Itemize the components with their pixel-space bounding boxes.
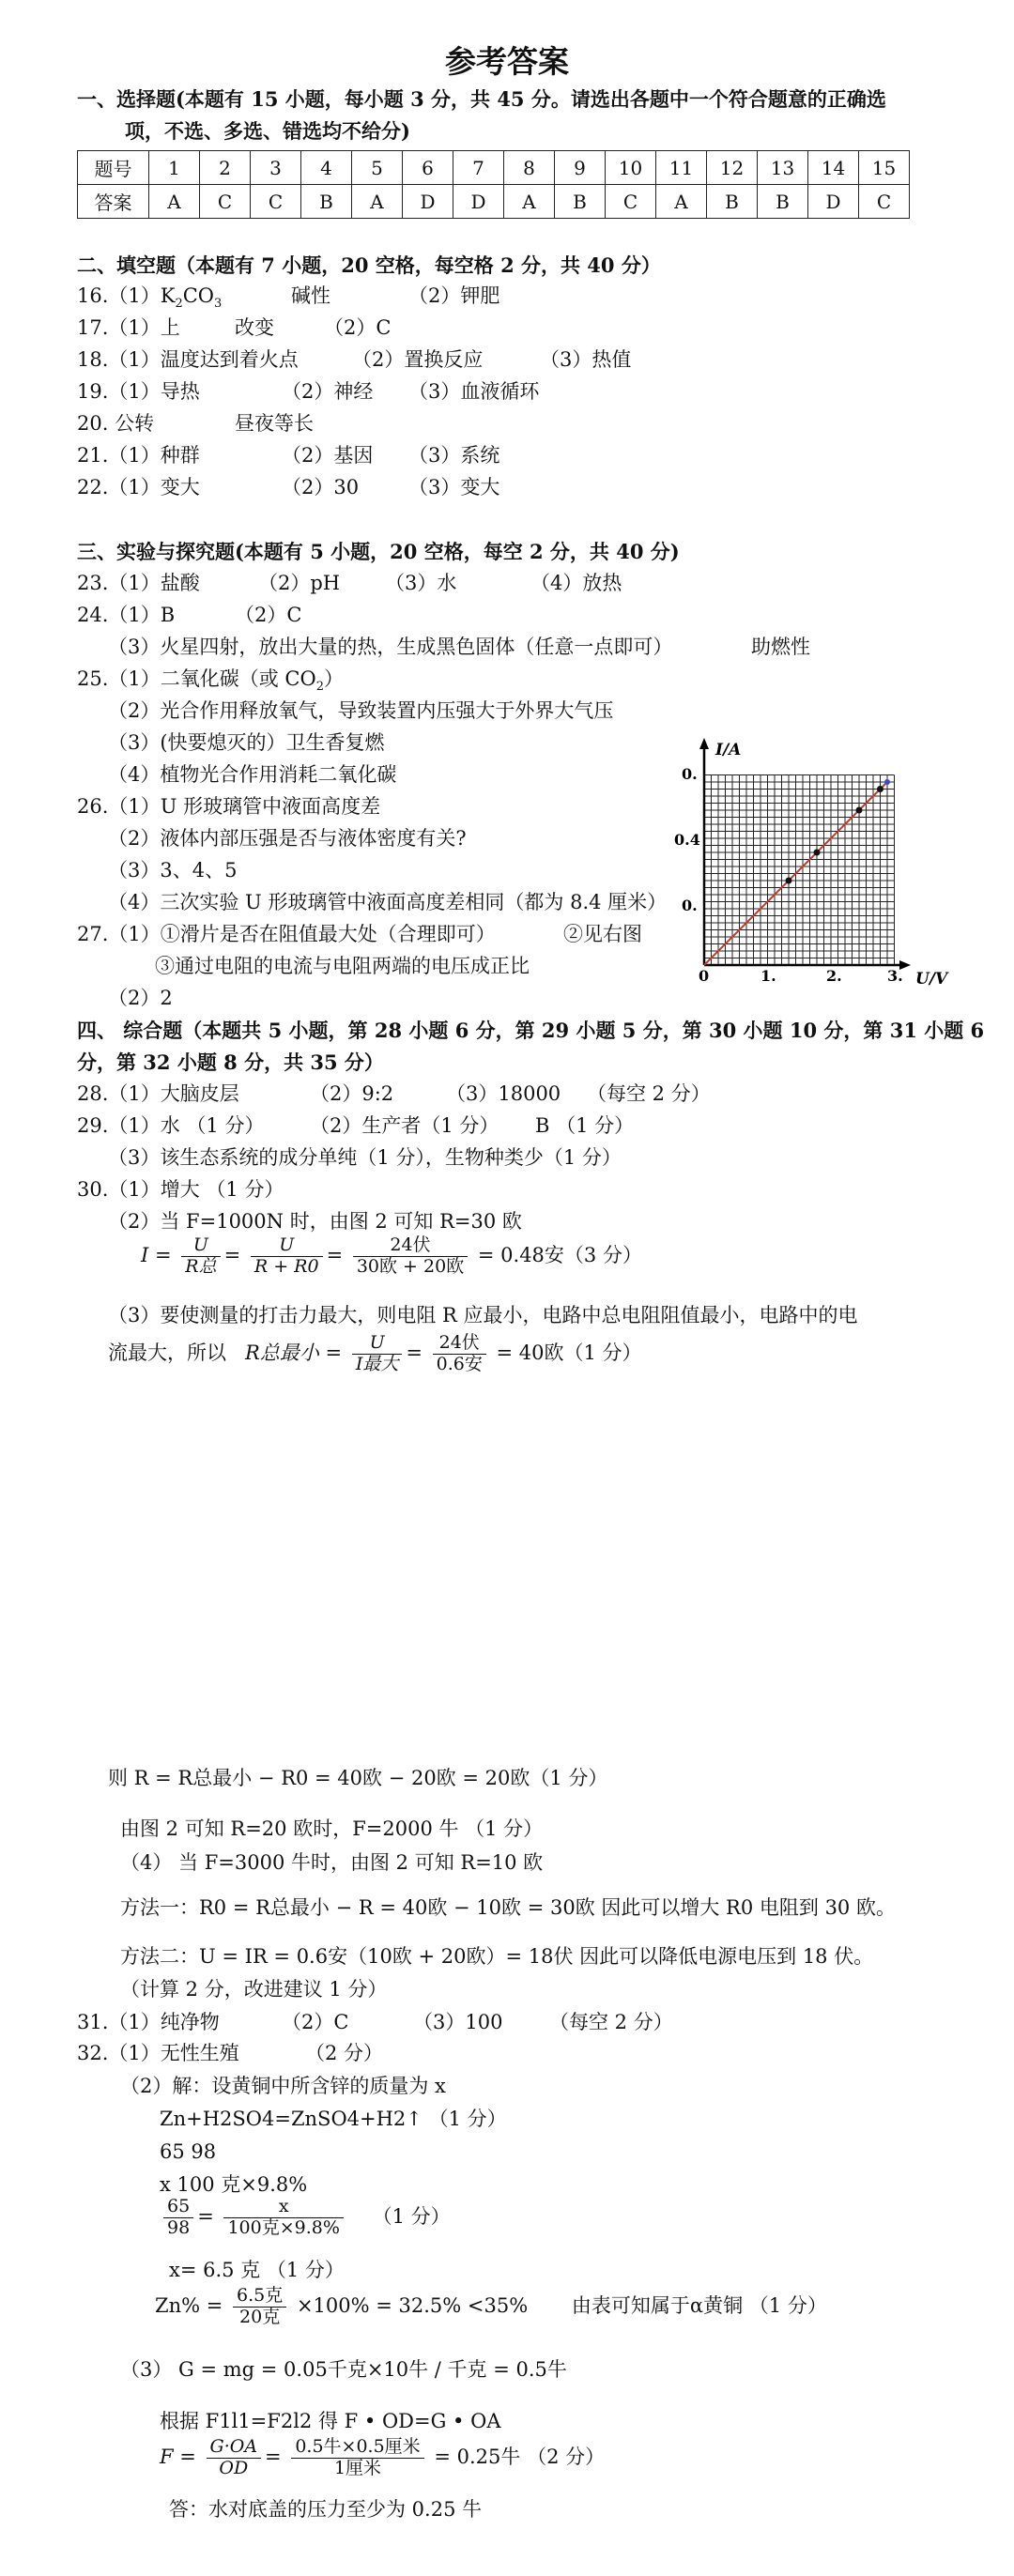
section1-heading-cont: 项，不选、多选、错选均不给分) bbox=[125, 119, 410, 143]
answer-cell: A bbox=[149, 185, 200, 219]
equation-30-current: I = $\frac{U}{\text{R总}}$ = $\frac{U}{R + R0}$ = $\frac{\text{24伏}}{\text{30欧 + 20欧}}$ = 0.48安（3 分） bbox=[141, 1234, 642, 1277]
section3-heading: 三、实验与探究题(本题有 5 小题，20 空格，每空 2 分，共 40 分) bbox=[77, 540, 680, 563]
answer-31-2: （2）C bbox=[282, 2011, 349, 2033]
question-number-cell: 8 bbox=[504, 151, 555, 185]
answer-30-2: （2）当 F=1000N 时，由图 2 可知 R=30 欧 bbox=[108, 1210, 522, 1233]
question-number-cell: 14 bbox=[808, 151, 859, 185]
answer-21-1: 21.（1）种群 bbox=[77, 444, 200, 467]
question-number-cell: 6 bbox=[403, 151, 453, 185]
table-header-cell: 答案 bbox=[78, 185, 149, 219]
equation-32-unknowns: x 100 克×9.8% bbox=[160, 2173, 308, 2196]
answer-22-2: （2）30 bbox=[282, 476, 360, 498]
answer-27-1: 27.（1）①滑片是否在阻值最大处（合理即可） bbox=[77, 923, 496, 945]
x-tick-label: 3. bbox=[887, 967, 903, 985]
answer-25-1: 25.（1）二氧化碳（或 $CO_2$） bbox=[77, 667, 344, 695]
answer-18-2: （2）置换反应 bbox=[352, 348, 484, 371]
answer-cell: A bbox=[352, 185, 403, 219]
answer-32-x: x= 6.5 克 （1 分） bbox=[169, 2259, 345, 2281]
answer-cell: A bbox=[656, 185, 707, 219]
answer-24-3: （3）火星四射，放出大量的热，生成黑色固体（任意一点即可） bbox=[108, 636, 673, 658]
answer-20-1: 20. 公转 bbox=[77, 412, 155, 435]
answer-27-1b: ②见右图 bbox=[563, 923, 642, 945]
section4-heading-cont: 分，第 32 小题 8 分，共 35 分） bbox=[77, 1050, 384, 1074]
answer-29-1: 29.（1）水 （1 分） bbox=[77, 1114, 265, 1137]
answer-cell: C bbox=[200, 185, 251, 219]
question-number-cell: 12 bbox=[707, 151, 758, 185]
answer-25-3: （3）(快要熄灭的）卫生香复燃 bbox=[108, 731, 385, 754]
data-point bbox=[814, 850, 821, 856]
answer-28-2: （2）9:2 bbox=[310, 1082, 394, 1105]
answer-32-2: （2）解：设黄铜中所含锌的质量为 x bbox=[120, 2075, 446, 2097]
answer-23-3: （3）水 bbox=[385, 572, 457, 594]
answer-25-2: （2）光合作用释放氧气，导致装置内压强大于外界大气压 bbox=[108, 699, 614, 722]
answer-16-2: （2）钾肥 bbox=[408, 284, 500, 307]
answer-17-2: （2）C bbox=[324, 316, 392, 339]
answer-26-2: （2）液体内部压强是否与液体密度有关? bbox=[108, 827, 467, 850]
x-axis-label: U/V bbox=[915, 970, 948, 989]
answer-cell: D bbox=[808, 185, 859, 219]
answer-18-1: 18.（1）温度达到着火点 bbox=[77, 348, 299, 371]
answer-29-3: （3）该生态系统的成分单纯（1 分），生物种类少（1 分） bbox=[108, 1146, 622, 1169]
answer-28-3: （3）18000 bbox=[446, 1082, 561, 1105]
question-number-cell: 13 bbox=[758, 151, 808, 185]
table-row bbox=[78, 151, 910, 185]
answer-22-1: 22.（1）变大 bbox=[77, 476, 200, 498]
y-tick-label: 0. bbox=[682, 765, 698, 783]
answer-29-2b: B （1 分） bbox=[535, 1114, 635, 1137]
section2-heading: 二、填空题（本题有 7 小题，20 空格，每空格 2 分，共 40 分） bbox=[77, 253, 661, 277]
equation-32-masses: 65 98 bbox=[160, 2140, 217, 2163]
question-number-cell: 1 bbox=[149, 151, 200, 185]
question-number-cell: 5 bbox=[352, 151, 403, 185]
answer-31-3: （3）100 bbox=[413, 2011, 503, 2033]
y-axis-arrow bbox=[699, 738, 709, 749]
y-axis-label: I/A bbox=[715, 741, 742, 759]
answer-cell: D bbox=[453, 185, 504, 219]
answer-30-4-note: （计算 2 分，改进建议 1 分） bbox=[120, 1978, 388, 2001]
equation-32-reaction: Zn+H2SO4=ZnSO4+H2↑ （1 分） bbox=[160, 2108, 507, 2130]
answer-26-4: （4）三次实验 U 形玻璃管中液面高度差相同（都为 8.4 厘米） bbox=[108, 891, 668, 913]
answer-27-1c: ③通过电阻的电流与电阻两端的电压成正比 bbox=[155, 955, 530, 977]
answer-30-3-cont: 则 R = R总最小 − R0 = 40欧 − 20欧 = 20欧（1 分） bbox=[108, 1767, 608, 1789]
answer-21-3: （3）系统 bbox=[408, 444, 500, 467]
answer-cell: A bbox=[504, 185, 555, 219]
equation-32-percent: Zn% = $\frac{\text{6.5克}}{\text{20克}}$ ×100% = 32.5% <35% 由表可知属于α黄铜 （1 分） bbox=[155, 2285, 827, 2327]
answer-30-1: 30.（1）增大 （1 分） bbox=[77, 1178, 284, 1201]
answer-19-3: （3）血液循环 bbox=[408, 380, 540, 403]
answer-cell: B bbox=[707, 185, 758, 219]
answer-30-3-force: 由图 2 可知 R=20 欧时，F=2000 牛 （1 分） bbox=[120, 1817, 544, 1840]
answer-18-3: （3）热值 bbox=[540, 348, 632, 371]
answer-28-1: 28.（1）大脑皮层 bbox=[77, 1082, 239, 1105]
section4-heading: 四、 综合题（本题共 5 小题，第 28 小题 6 分，第 29 小题 5 分，第 30 小题 10 分，第 31 小题 6 bbox=[77, 1019, 985, 1042]
question-number-cell: 10 bbox=[606, 151, 656, 185]
answer-cell: D bbox=[403, 185, 453, 219]
answer-26-3: （3）3、4、5 bbox=[108, 859, 238, 882]
answer-32-1: 32.（1）无性生殖 bbox=[77, 2042, 239, 2064]
answer-17-1b: 改变 bbox=[235, 316, 274, 339]
y-tick-label: 0. bbox=[682, 897, 698, 914]
answer-19-2: （2）神经 bbox=[282, 380, 374, 403]
answer-31-note: （每空 2 分） bbox=[549, 2011, 673, 2033]
table-header-cell: 题号 bbox=[78, 151, 149, 185]
answer-30-3: （3）要使测量的打击力最大，则电阻 R 应最小，电路中总电阻阻值最小，电路中的电 bbox=[108, 1304, 858, 1326]
equation-32-force: F = $\frac{G\cdot OA}{OD}$ = $\frac{\text{0.5牛×0.5厘米}}{\text{1厘米}}$ = 0.25牛 （2 分） bbox=[160, 2436, 606, 2478]
answer-19-1: 19.（1）导热 bbox=[77, 380, 200, 403]
answer-16-1b: 碱性 bbox=[291, 284, 330, 307]
answer-24-2: （2）C bbox=[235, 604, 302, 626]
answer-cell: B bbox=[301, 185, 352, 219]
question-number-cell: 15 bbox=[859, 151, 910, 185]
question-number-cell: 4 bbox=[301, 151, 352, 185]
answer-29-2: （2）生产者（1 分） bbox=[310, 1114, 499, 1137]
iu-graph bbox=[657, 732, 967, 990]
answer-16-1: $16.(1)K_2CO_3$ bbox=[77, 284, 223, 312]
line-end-point bbox=[884, 779, 890, 785]
equation-30-resistance: 流最大，所以 R总最小 = $\frac{U}{\text{I最大}}$ = $\frac{\text{24伏}}{\text{0.6安}}$ = 40欧（1 分） bbox=[108, 1332, 642, 1374]
answer-32-conclusion: 答：水对底盖的压力至少为 0.25 牛 bbox=[169, 2498, 483, 2521]
answer-30-4: （4） 当 F=3000 牛时，由图 2 可知 R=10 欧 bbox=[120, 1851, 544, 1874]
y-tick-label: 0.4 bbox=[674, 831, 700, 849]
answer-cell: C bbox=[251, 185, 301, 219]
answer-23-4: （4）放热 bbox=[530, 572, 622, 594]
data-point bbox=[786, 878, 792, 884]
question-number-cell: 2 bbox=[200, 151, 251, 185]
answer-cell: C bbox=[859, 185, 910, 219]
answer-cell: B bbox=[758, 185, 808, 219]
section1-heading: 一、选择题(本题有 15 小题，每小题 3 分，共 45 分。请选出各题中一个符合题意的正确选 bbox=[77, 87, 886, 111]
answer-22-3: （3）变大 bbox=[408, 476, 500, 498]
answer-table bbox=[77, 150, 910, 219]
answer-23-2: （2）pH bbox=[258, 572, 341, 594]
answer-32-3: （3） G = mg = 0.05千克×10牛 / 千克 = 0.5牛 bbox=[120, 2358, 567, 2381]
answer-31-1: 31.（1）纯净物 bbox=[77, 2011, 220, 2033]
x-tick-label: 1. bbox=[760, 967, 776, 985]
answer-20-2: 昼夜等长 bbox=[235, 412, 314, 435]
answer-21-2: （2）基因 bbox=[282, 444, 374, 467]
answer-30-4-method2: 方法二：U = IR = 0.6安（10欧 + 20欧）= 18伏 因此可以降低电源电压到 18 伏。 bbox=[120, 1945, 874, 1968]
table-row bbox=[78, 185, 910, 219]
question-number-cell: 11 bbox=[656, 151, 707, 185]
equation-32-proportion: $\frac{65}{98}$ = $\frac{x}{\text{100克×9.8\%}}$ （1 分） bbox=[160, 2197, 451, 2239]
answer-cell: B bbox=[555, 185, 606, 219]
question-number-cell: 7 bbox=[453, 151, 504, 185]
question-number-cell: 9 bbox=[555, 151, 606, 185]
x-tick-label: 2. bbox=[826, 967, 842, 985]
answer-25-4: （4）植物光合作用消耗二氧化碳 bbox=[108, 763, 397, 786]
answer-24-1: 24.（1）B bbox=[77, 604, 176, 626]
answer-17-1: 17.（1）上 bbox=[77, 316, 180, 339]
answer-30-4-method1: 方法一：R0 = R总最小 − R = 40欧 − 10欧 = 30欧 因此可以增大 R0 电阻到 30 欧。 bbox=[120, 1896, 896, 1919]
answer-cell: C bbox=[606, 185, 656, 219]
answer-27-2: （2）2 bbox=[108, 987, 173, 1009]
data-point bbox=[856, 807, 863, 814]
answer-28-note: （每空 2 分） bbox=[587, 1082, 711, 1105]
answer-24-3b: 助燃性 bbox=[751, 636, 810, 658]
x-tick-label: 0 bbox=[699, 967, 710, 985]
page-title: 参考答案 bbox=[445, 43, 569, 80]
answer-32-1-score: （2 分） bbox=[305, 2042, 384, 2064]
data-point bbox=[877, 786, 883, 792]
question-number-cell: 3 bbox=[251, 151, 301, 185]
answer-32-3-lever: 根据 F1l1=F2l2 得 F • OD=G • OA bbox=[160, 2410, 501, 2432]
answer-23-1: 23.（1）盐酸 bbox=[77, 572, 200, 594]
answer-26-1: 26.（1）U 形玻璃管中液面高度差 bbox=[77, 795, 381, 818]
